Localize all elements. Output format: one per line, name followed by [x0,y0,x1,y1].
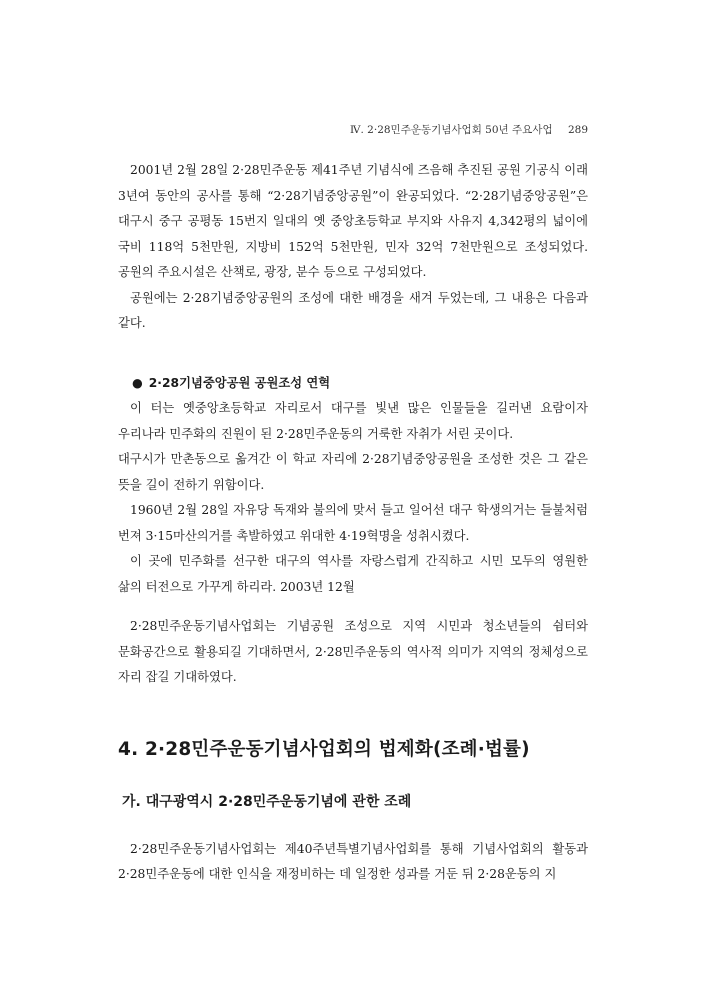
subsection-heading: 가. 대구광역시 2·28민주운동기념에 관한 조례 [122,793,412,810]
paragraph-expectations: 2·28민주운동기념사업회는 기념공원 조성으로 지역 시민과 청소년들의 쉼터와 문화공간으로 활용되길 기대하면서, 2·28민주운동의 역사적 의미가 지역의 정체성으로 자리 잡길 기대하였다. [118,619,588,684]
inscription-line: 1960년 2월 28일 자유당 독재와 불의에 맞서 들고 일어선 대구 학생의거는 들불처럼 번져 3·15마산의거를 촉발하였고 위대한 4·19혁명을 성취시켰다. [118,503,588,543]
inscription-block [118,371,588,601]
paragraph-park-completion: 2001년 2월 28일 2·28민주운동 제41주년 기념식에 즈음해 추진된 공원 기공식 이래 3년여 동안의 공사를 통해 “2·28기념중앙공원”이 완공되었다. “2·28기념중앙공원”은 대구시 중구 공평동 15번지 일대의 옛 중앙초등학교 부지와 사유지 4,342평의 넓이에 국비 118억 5천만원, 지방비 152억 5천만원, 민자 32억 7천만원으로 조성되었다. 공원의 주요시설은 산책로, 광장, 분수 등으로 구성되었다. [118,163,588,279]
paragraph-inscription-intro: 공원에는 2·28기념중앙공원의 조성에 대한 배경을 새겨 두었는데, 그 내용은 다음과 같다. [118,290,588,330]
inscription-title-text: 2·28기념중앙공원 공원조성 연혁 [148,375,331,390]
running-header [350,122,588,137]
section-heading: 4. 2·28민주운동기념사업회의 법제화(조례·법률) [118,738,530,760]
page-body [118,158,588,888]
paragraph-ordinance: 2·28민주운동기념사업회는 제40주년특별기념사업회를 통해 기념사업회의 활동과 2·28민주운동에 대한 인식을 재정비하는 데 일정한 성과를 거둔 뒤 2·28운동의 지 [118,841,588,881]
running-title: Ⅳ. 2·28민주운동기념사업회 50년 주요사업 [350,124,553,136]
inscription-line: 대구시가 만촌동으로 옮겨간 이 학교 자리에 2·28기념중앙공원을 조성한 것은 그 같은 뜻을 길이 전하기 위함이다. [118,452,588,492]
inscription-line: 이 곳에 민주화를 선구한 대구의 역사를 자랑스럽게 간직하고 시민 모두의 영원한 삶의 터전으로 가꾸게 하리라. 2003년 12월 [118,554,588,594]
bullet-icon: ● [132,375,143,390]
page-number: 289 [567,124,588,136]
inscription-title [132,371,588,397]
inscription-line: 이 터는 옛중앙초등학교 자리로서 대구를 빛낸 많은 인물들을 길러낸 요람이자 우리나라 민주화의 진원이 된 2·28민주운동의 거룩한 자취가 서린 곳이다. [118,401,588,441]
